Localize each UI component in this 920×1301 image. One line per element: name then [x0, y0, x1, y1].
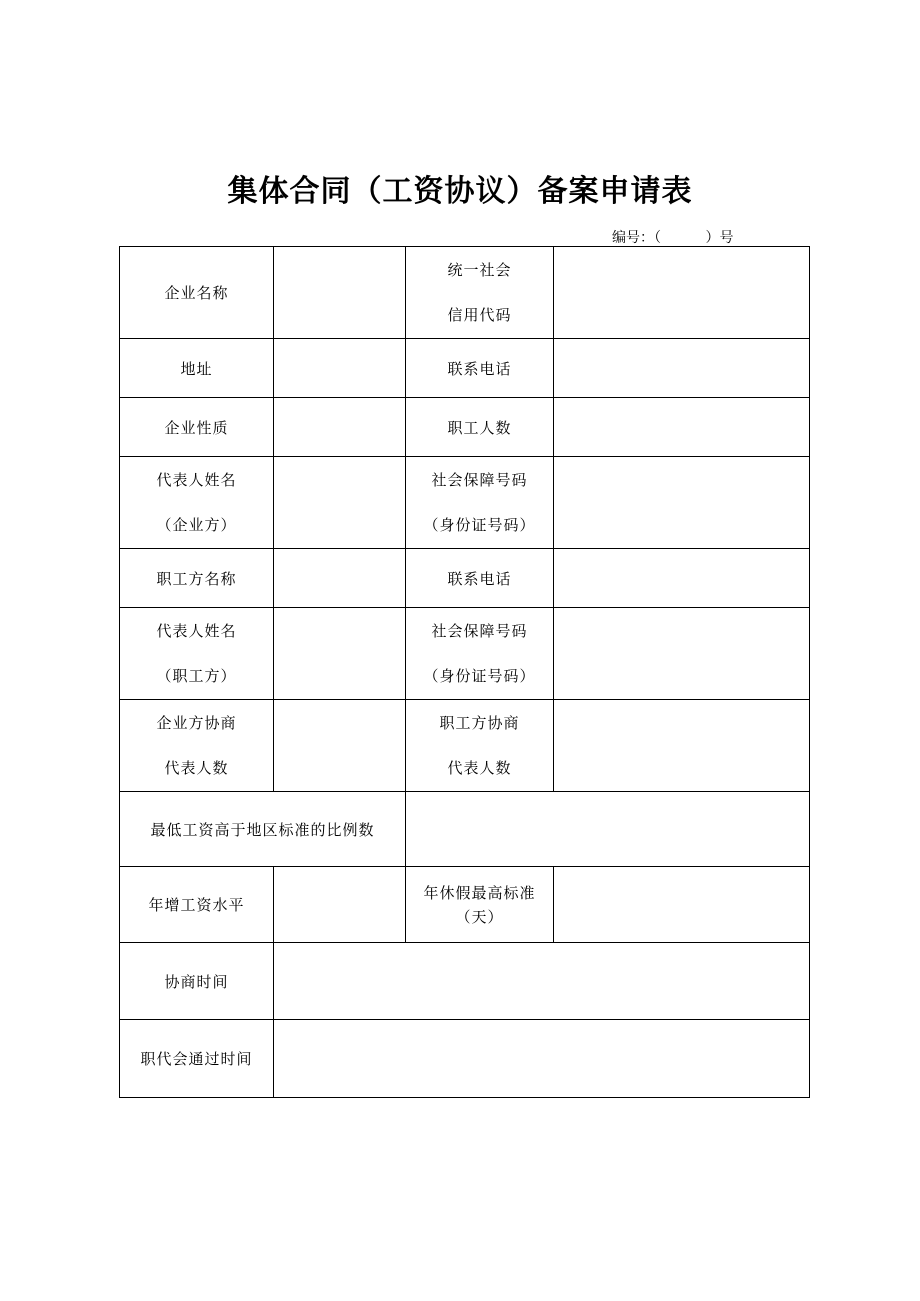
- field-staff-count[interactable]: [554, 398, 810, 457]
- label-neg-count-line2: 代表人数: [447, 758, 512, 777]
- label-worker-party-name: 职工方名称: [120, 549, 274, 608]
- label-annual-raise: 年增工资水平: [120, 867, 274, 943]
- label-rep-name-line2: （职工方）: [156, 666, 237, 685]
- label-neg-count-line2: 代表人数: [164, 758, 229, 777]
- label-company-neg-count: [120, 700, 274, 792]
- serial-close: ）: [705, 230, 720, 246]
- form-row: [120, 1020, 810, 1098]
- label-credit-code: [406, 247, 554, 339]
- label-credit-code-line1: 统一社会: [447, 260, 512, 279]
- label-ss-no-line2: （身份证号码）: [423, 515, 536, 534]
- form-row: [120, 943, 810, 1020]
- form-row: [120, 867, 810, 943]
- serial-label: 编号：: [612, 230, 654, 246]
- label-ss-no-line2: （身份证号码）: [423, 666, 536, 685]
- label-credit-code-line2: 信用代码: [447, 305, 512, 324]
- label-address: 地址: [120, 339, 274, 398]
- field-ss-no-worker[interactable]: [554, 608, 810, 700]
- field-credit-code[interactable]: [554, 247, 810, 339]
- label-rep-name-company: [120, 457, 274, 549]
- field-nature[interactable]: [274, 398, 406, 457]
- label-phone-worker: 联系电话: [406, 549, 554, 608]
- label-company-neg-line1: 企业方协商: [156, 713, 237, 732]
- label-phone: 联系电话: [406, 339, 554, 398]
- field-company-neg-count[interactable]: [274, 700, 406, 792]
- field-worker-party-name[interactable]: [274, 549, 406, 608]
- form-row: [120, 247, 810, 339]
- application-form: [119, 246, 810, 1098]
- label-negotiation-time: 协商时间: [120, 943, 274, 1020]
- field-phone-worker[interactable]: [554, 549, 810, 608]
- label-rep-name-worker: [120, 608, 274, 700]
- label-nature: 企业性质: [120, 398, 274, 457]
- serial-suffix: 号: [719, 230, 734, 246]
- field-phone[interactable]: [554, 339, 810, 398]
- form-row: [120, 549, 810, 608]
- field-negotiation-time[interactable]: [274, 943, 810, 1020]
- serial-blank[interactable]: [661, 230, 706, 246]
- page-title: 集体合同（工资协议）备案申请表: [227, 174, 693, 209]
- field-min-wage-ratio[interactable]: [406, 792, 810, 867]
- label-ss-no-company: [406, 457, 554, 549]
- label-max-leave: [406, 867, 554, 943]
- label-min-wage-ratio: 最低工资高于地区标准的比例数: [120, 792, 406, 867]
- field-congress-time[interactable]: [274, 1020, 810, 1098]
- field-annual-raise[interactable]: [274, 867, 406, 943]
- label-congress-time: 职代会通过时间: [120, 1020, 274, 1098]
- label-rep-name-line2: （企业方）: [156, 515, 237, 534]
- form-row: [120, 608, 810, 700]
- field-rep-name-worker[interactable]: [274, 608, 406, 700]
- label-max-leave-line2: （天）: [455, 907, 504, 926]
- label-company-name: 企业名称: [120, 247, 274, 339]
- field-ss-no-company[interactable]: [554, 457, 810, 549]
- form-row: [120, 700, 810, 792]
- field-company-name[interactable]: [274, 247, 406, 339]
- field-worker-neg-count[interactable]: [554, 700, 810, 792]
- label-worker-neg-count: [406, 700, 554, 792]
- form-row: [120, 792, 810, 867]
- form-row: [120, 398, 810, 457]
- label-ss-no-line1: 社会保障号码: [431, 470, 528, 489]
- form-row: [120, 457, 810, 549]
- label-worker-neg-line1: 职工方协商: [439, 713, 520, 732]
- label-rep-name-line1: 代表人姓名: [156, 621, 237, 640]
- field-max-leave[interactable]: [554, 867, 810, 943]
- label-ss-no-line1: 社会保障号码: [431, 621, 528, 640]
- form-row: [120, 339, 810, 398]
- serial-open: （: [654, 230, 661, 246]
- label-max-leave-line1: 年休假最高标准: [423, 883, 536, 902]
- label-ss-no-worker: [406, 608, 554, 700]
- field-rep-name-company[interactable]: [274, 457, 406, 549]
- label-staff-count: 职工人数: [406, 398, 554, 457]
- serial-number: [612, 227, 734, 247]
- label-rep-name-line1: 代表人姓名: [156, 470, 237, 489]
- field-address[interactable]: [274, 339, 406, 398]
